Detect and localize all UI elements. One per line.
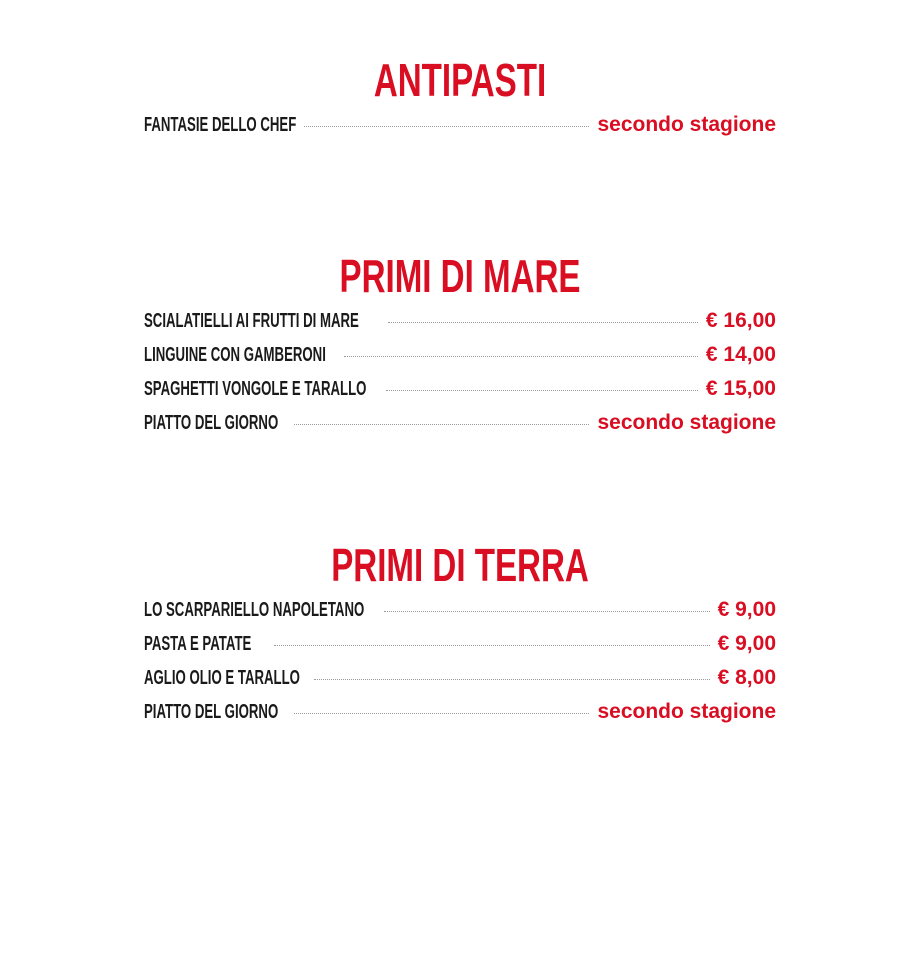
dotted-leader xyxy=(314,678,710,680)
dotted-leader xyxy=(274,644,710,646)
item-price: secondo stagione xyxy=(597,700,776,723)
item-price: € 9,00 xyxy=(717,632,776,655)
item-price: € 9,00 xyxy=(717,598,776,621)
section-title: ANTIPASTI xyxy=(373,54,547,106)
menu-list xyxy=(144,593,776,729)
item-price: secondo stagione xyxy=(597,113,776,136)
item-name: PIATTO DEL GIORNO xyxy=(144,412,279,434)
section-antipasti xyxy=(144,54,776,142)
menu-list xyxy=(144,304,776,440)
dotted-leader xyxy=(386,389,698,391)
menu-item xyxy=(144,304,776,338)
menu-item xyxy=(144,108,776,142)
menu-item xyxy=(144,627,776,661)
section-title: PRIMI DI MARE xyxy=(339,250,581,302)
menu-item xyxy=(144,593,776,627)
section-title: PRIMI DI TERRA xyxy=(331,539,589,591)
item-price: € 8,00 xyxy=(717,666,776,689)
item-price: secondo stagione xyxy=(597,411,776,434)
item-price: € 16,00 xyxy=(705,309,776,332)
item-name: PASTA E PATATE xyxy=(144,633,252,655)
menu-item xyxy=(144,695,776,729)
section-primi-di-terra xyxy=(144,539,776,729)
item-name: FANTASIE DELLO CHEF xyxy=(144,114,297,136)
dotted-leader xyxy=(344,355,698,357)
dotted-leader xyxy=(388,321,698,323)
menu-item xyxy=(144,661,776,695)
menu-item xyxy=(144,338,776,372)
menu-list xyxy=(144,108,776,142)
item-name: LINGUINE CON GAMBERONI xyxy=(144,344,326,366)
item-name: PIATTO DEL GIORNO xyxy=(144,701,279,723)
menu-item xyxy=(144,372,776,406)
section-primi-di-mare xyxy=(144,250,776,440)
item-name: LO SCARPARIELLO NAPOLETANO xyxy=(144,599,365,621)
item-price: € 15,00 xyxy=(705,377,776,400)
item-name: AGLIO OLIO E TARALLO xyxy=(144,667,300,689)
dotted-leader xyxy=(294,712,589,714)
item-name: SCIALATIELLI AI FRUTTI DI MARE xyxy=(144,310,359,332)
dotted-leader xyxy=(384,610,710,612)
dotted-leader xyxy=(304,125,589,127)
item-price: € 14,00 xyxy=(705,343,776,366)
menu-item xyxy=(144,406,776,440)
dotted-leader xyxy=(294,423,589,425)
item-name: SPAGHETTI VONGOLE E TARALLO xyxy=(144,378,367,400)
